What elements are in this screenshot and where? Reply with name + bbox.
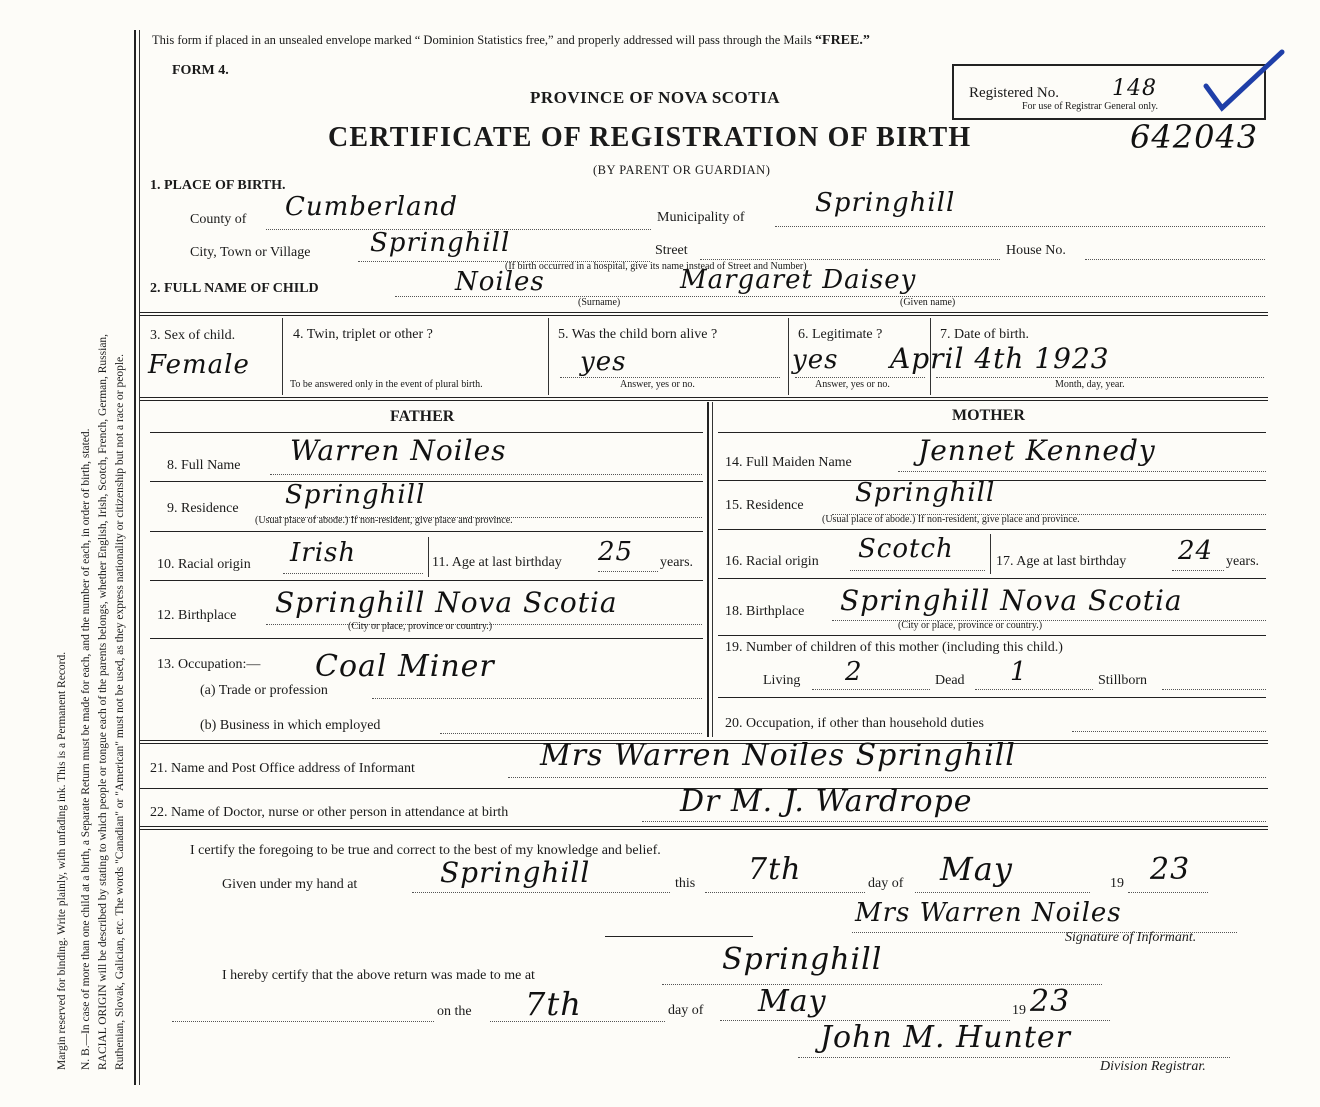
child-name-label: 2. FULL NAME OF CHILD [150, 281, 319, 296]
city-label: City, Town or Village [190, 245, 311, 260]
registered-number: 148 [1112, 76, 1157, 101]
informant-value: Mrs Warren Noiles Springhill [540, 738, 1016, 773]
certificate-number: 642043 [1130, 118, 1259, 156]
father-race-value: Irish [290, 538, 357, 568]
father-birthplace-label: 12. Birthplace [157, 608, 237, 623]
mail-note-text: This form if placed in an unsealed envelope marked “ Dominion Statistics free,” and properly addressed will pass through the Mails [152, 33, 816, 47]
dob-note: Month, day, year. [1055, 379, 1125, 390]
hospital-note: (If birth occurred in a hospital, give its name instead of Street and Number) [505, 261, 807, 272]
mother-name-label: 14. Full Maiden Name [725, 455, 852, 470]
county-value: Cumberland [285, 192, 458, 222]
living-label: Living [763, 673, 801, 688]
racial-origin-note-1: RACIAL ORIGIN will be described by stating to which people or tongue each of the parents belongs, whether English, Irish, Scotch, French, German, Russian, [97, 333, 109, 1070]
father-race-label: 10. Racial origin [157, 557, 251, 572]
registrar-note: For use of Registrar General only. [1022, 101, 1158, 112]
registrar-day-value: 7th [525, 985, 582, 1023]
father-residence-label: 9. Residence [167, 501, 239, 516]
registrar-on-the-label: on the [437, 1004, 472, 1019]
father-business-label: (b) Business in which employed [200, 718, 381, 733]
twin-note: To be answered only in the event of plural birth. [290, 379, 483, 390]
mail-note [152, 33, 870, 49]
father-birthplace-note: (City or place, province or country.) [348, 621, 493, 632]
given-under-label: Given under my hand at [222, 877, 358, 892]
registrar-place-value: Springhill [722, 942, 883, 977]
municipality-label: Municipality of [657, 210, 745, 225]
nb-note: N. B.—In case of more than one child at a birth, a Separate Return must be made for each, and the number of each, in order of birth, stated. [80, 428, 92, 1070]
given-year-value: 23 [1150, 852, 1191, 887]
this-label: this [675, 876, 696, 891]
father-heading: FATHER [390, 408, 455, 425]
given-year-prefix: 19 [1110, 876, 1124, 891]
sex-label: 3. Sex of child. [150, 328, 236, 343]
given-month-value: May [940, 850, 1013, 888]
racial-origin-note-2: Ruthenian, Slovak, Galician, etc. The words "Canadian" or "American" must not be used, as they express nationality or citizenship but not a race or people. [114, 353, 126, 1070]
mother-age-value: 24 [1178, 536, 1214, 566]
father-residence-value: Springhill [285, 480, 426, 510]
margin-note: Margin reserved for binding. Write plainly, with unfading ink. This is a Permanent Record. [56, 651, 68, 1070]
registrar-year-prefix: 19 [1012, 1003, 1026, 1018]
check-mark-icon [1200, 46, 1290, 116]
doctor-value: Dr M. J. Wardrope [680, 784, 973, 819]
mother-residence-note: (Usual place of abode.) If non-resident, give place and province. [822, 514, 1080, 525]
stillborn-label: Stillborn [1098, 673, 1148, 688]
county-label: County of [190, 212, 247, 227]
legitimate-value: yes [792, 345, 839, 375]
house-no-label: House No. [1006, 243, 1066, 258]
mother-age-unit: years. [1226, 554, 1260, 569]
dob-label: 7. Date of birth. [940, 327, 1030, 342]
given-day-value: 7th [748, 852, 802, 887]
father-age-label: 11. Age at last birthday [432, 555, 562, 570]
street-label: Street [655, 243, 688, 258]
mother-residence-value: Springhill [855, 478, 996, 508]
father-residence-note: (Usual place of abode.) If non-resident, give place and province. [255, 515, 513, 526]
registrar-certify-text: I hereby certify that the above return was made to me at [222, 968, 535, 983]
dob-value: April 4th 1923 [890, 342, 1110, 375]
dead-label: Dead [935, 673, 965, 688]
binding-margin-rule-2 [139, 30, 140, 1085]
father-age-unit: years. [660, 555, 694, 570]
mail-free: “FREE.” [815, 33, 870, 48]
mother-birthplace-label: 18. Birthplace [725, 604, 805, 619]
surname-caption: (Surname) [578, 297, 621, 308]
mother-residence-label: 15. Residence [725, 498, 804, 513]
father-age-value: 25 [598, 537, 634, 567]
father-birthplace-value: Springhill Nova Scotia [275, 586, 618, 619]
registrar-signature: John M. Hunter [820, 1020, 1072, 1055]
province-heading: PROVINCE OF NOVA SCOTIA [530, 88, 781, 107]
certificate-title: CERTIFICATE OF REGISTRATION OF BIRTH [328, 122, 972, 153]
binding-margin-rule [134, 30, 136, 1085]
child-given-name: Margaret Daisey [680, 265, 917, 295]
mother-age-label: 17. Age at last birthday [996, 554, 1127, 569]
certify-text: I certify the foregoing to be true and correct to the best of my knowledge and belief. [190, 843, 661, 858]
dead-value: 1 [1010, 657, 1028, 687]
city-value: Springhill [370, 228, 511, 258]
form-number: FORM 4. [172, 63, 229, 78]
mother-race-label: 16. Racial origin [725, 554, 819, 569]
doctor-label: 22. Name of Doctor, nurse or other person in attendance at birth [150, 805, 509, 820]
informant-signature: Mrs Warren Noiles [855, 898, 1122, 928]
registrar-year-value: 23 [1030, 984, 1071, 1019]
registrar-caption: Division Registrar. [1100, 1059, 1206, 1074]
father-occupation-label: 13. Occupation:— [157, 657, 261, 672]
informant-label: 21. Name and Post Office address of Informant [150, 761, 415, 776]
mother-occupation-label: 20. Occupation, if other than household duties [725, 716, 984, 731]
place-of-birth-heading: 1. PLACE OF BIRTH. [150, 178, 286, 193]
mother-children-label: 19. Number of children of this mother (including this child.) [725, 640, 1063, 655]
father-name-value: Warren Noiles [290, 434, 507, 467]
mother-birthplace-value: Springhill Nova Scotia [840, 584, 1183, 617]
legitimate-note: Answer, yes or no. [815, 379, 890, 390]
given-place-value: Springhill [440, 856, 591, 889]
day-of-label: day of [868, 876, 904, 891]
registrar-day-of-label: day of [668, 1003, 704, 1018]
twin-label: 4. Twin, triplet or other ? [293, 327, 433, 342]
father-name-label: 8. Full Name [167, 458, 241, 473]
living-value: 2 [845, 657, 863, 687]
alive-note: Answer, yes or no. [620, 379, 695, 390]
informant-signature-caption: Signature of Informant. [1065, 930, 1197, 945]
father-occupation-value: Coal Miner [315, 649, 495, 684]
registered-label: Registered No. [969, 85, 1059, 101]
sex-value: Female [148, 350, 250, 380]
mother-race-value: Scotch [858, 534, 954, 564]
mother-birthplace-note: (City or place, province or country.) [898, 620, 1043, 631]
registrar-month-value: May [758, 984, 827, 1019]
father-trade-label: (a) Trade or profession [200, 683, 328, 698]
mother-name-value: Jennet Kennedy [918, 434, 1156, 467]
legitimate-label: 6. Legitimate ? [798, 327, 883, 342]
mother-heading: MOTHER [952, 407, 1025, 424]
alive-label: 5. Was the child born alive ? [558, 327, 718, 342]
certificate-subtitle: (BY PARENT OR GUARDIAN) [593, 163, 771, 177]
given-name-caption: (Given name) [900, 297, 956, 308]
child-surname: Noiles [455, 267, 545, 297]
municipality-value: Springhill [815, 188, 956, 218]
alive-value: yes [580, 347, 627, 377]
